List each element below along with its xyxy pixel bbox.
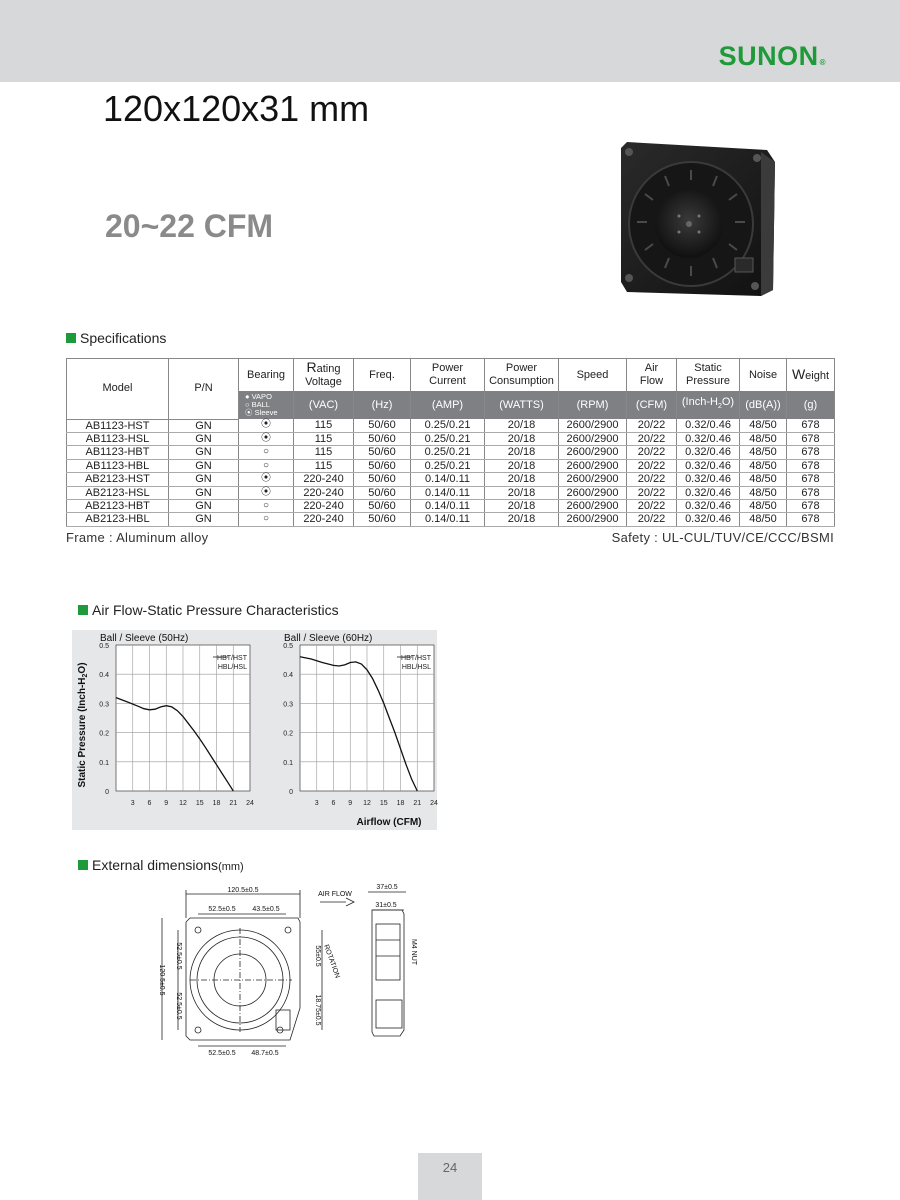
legend-entry: HBL/HSL	[401, 664, 431, 671]
cell-noise: 48/50	[740, 419, 787, 432]
x-tick-label: 15	[379, 800, 388, 807]
header-freq: Freq.	[354, 359, 411, 392]
cell-bearing: ○	[239, 513, 294, 526]
cell-noise: 48/50	[740, 486, 787, 499]
dim-height-total: 120.5±0.5	[158, 964, 165, 996]
y-tick-label: 0.2	[99, 730, 109, 738]
header-rating: Rating Voltage	[294, 359, 354, 392]
side-total-dim: 37±0.5	[376, 884, 398, 891]
cell-noise: 48/50	[740, 473, 787, 486]
cell-current: 0.14/0.11	[411, 499, 485, 512]
unit-weight: (g)	[787, 391, 835, 419]
cell-watts: 20/18	[485, 419, 559, 432]
cell-cfm: 20/22	[627, 499, 677, 512]
unit-voltage: (VAC)	[294, 391, 354, 419]
chart-title: Ball / Sleeve (60Hz)	[284, 633, 373, 644]
cell-rpm: 2600/2900	[559, 446, 627, 459]
page-title: 120x120x31 mm	[103, 88, 370, 129]
cell-rpm: 2600/2900	[559, 419, 627, 432]
x-tick-label: 3	[130, 800, 135, 807]
cell-cfm: 20/22	[627, 513, 677, 526]
y-tick-label: 0.4	[99, 672, 109, 680]
cell-rpm: 2600/2900	[559, 486, 627, 499]
legend-entry: HBT/HST	[217, 655, 247, 662]
legend-entry: HBT/HST	[401, 655, 431, 662]
cell-weight: 678	[787, 473, 835, 486]
header-pn: P/N	[169, 359, 239, 420]
header-airflow: Air Flow	[627, 359, 677, 392]
cell-bearing: ⦿	[239, 432, 294, 445]
cell-current: 0.25/0.21	[411, 432, 485, 445]
header-model: Model	[67, 359, 169, 420]
cell-voltage: 115	[294, 459, 354, 472]
cell-model: AB2123-HBL	[67, 513, 169, 526]
dim-left-upper: 52.5±0.5	[175, 942, 182, 970]
unit-airflow: (CFM)	[627, 391, 677, 419]
cell-rpm: 2600/2900	[559, 473, 627, 486]
cell-watts: 20/18	[485, 513, 559, 526]
unit-freq: (Hz)	[354, 391, 411, 419]
cell-rpm: 2600/2900	[559, 459, 627, 472]
cell-current: 0.14/0.11	[411, 513, 485, 526]
cell-voltage: 115	[294, 446, 354, 459]
cell-freq: 50/60	[354, 486, 411, 499]
cell-bearing: ⦿	[239, 486, 294, 499]
cell-pn: GN	[169, 419, 239, 432]
air-flow-label: AIR FLOW	[318, 891, 352, 898]
dimensions-heading: External dimensions(mm)	[78, 857, 244, 873]
chart-title: Ball / Sleeve (50Hz)	[100, 633, 189, 644]
brand-logo: SUNON®	[718, 41, 826, 71]
y-tick-label: 0.1	[99, 759, 109, 767]
cell-freq: 50/60	[354, 432, 411, 445]
cell-cfm: 20/22	[627, 432, 677, 445]
cell-watts: 20/18	[485, 446, 559, 459]
header-speed: Speed	[559, 359, 627, 392]
cell-cfm: 20/22	[627, 419, 677, 432]
cell-voltage: 220-240	[294, 486, 354, 499]
airflow-heading: Air Flow-Static Pressure Characteristics	[78, 602, 339, 618]
header-bearing: Bearing	[239, 359, 294, 392]
y-tick-label: 0.1	[283, 759, 293, 767]
x-tick-label: 9	[348, 800, 353, 807]
cell-weight: 678	[787, 486, 835, 499]
cell-bearing: ⦿	[239, 473, 294, 486]
green-square-icon	[78, 860, 88, 870]
cell-rpm: 2600/2900	[559, 513, 627, 526]
cell-weight: 678	[787, 459, 835, 472]
chart-50hz	[99, 633, 254, 807]
dim-right-lower: 18.75±0.5	[314, 994, 321, 1026]
header-current: Power Current	[411, 359, 485, 392]
y-axis-label: Static Pressure $(Inch-H_2O)$	[77, 662, 89, 788]
unit-current: (AMP)	[411, 391, 485, 419]
y-tick-label: 0	[105, 789, 109, 796]
x-tick-label: 9	[164, 800, 169, 807]
frame-note: Frame : Aluminum alloy	[66, 530, 209, 545]
cell-pressure: 0.32/0.46	[677, 432, 740, 445]
cell-freq: 50/60	[354, 446, 411, 459]
legend-entry: HBL/HSL	[217, 664, 247, 671]
cell-model: AB2123-HSL	[67, 486, 169, 499]
cell-pressure: 0.32/0.46	[677, 419, 740, 432]
side-inner-dim: 31±0.5	[375, 902, 397, 909]
cell-noise: 48/50	[740, 459, 787, 472]
cell-freq: 50/60	[354, 419, 411, 432]
header-noise: Noise	[740, 359, 787, 392]
cell-noise: 48/50	[740, 432, 787, 445]
cell-noise: 48/50	[740, 513, 787, 526]
cell-model: AB2123-HBT	[67, 499, 169, 512]
cell-voltage: 115	[294, 432, 354, 445]
dimension-drawing	[150, 880, 450, 1060]
x-tick-label: 24	[430, 800, 438, 807]
bearing-legend: ● VAPO ○ BALL ⦿ Sleeve	[239, 391, 294, 419]
cell-freq: 50/60	[354, 473, 411, 486]
cell-freq: 50/60	[354, 513, 411, 526]
x-axis-label: Airflow (CFM)	[356, 817, 422, 828]
y-tick-label: 0	[289, 789, 293, 796]
page-number-box	[418, 1153, 482, 1200]
y-tick-label: 0.4	[283, 672, 293, 680]
cell-pn: GN	[169, 499, 239, 512]
nut-label: M4 NUT	[410, 938, 417, 966]
cell-pn: GN	[169, 446, 239, 459]
cell-cfm: 20/22	[627, 459, 677, 472]
cell-model: AB1123-HST	[67, 419, 169, 432]
cell-weight: 678	[787, 499, 835, 512]
header-weight: Weight	[787, 359, 835, 392]
cell-cfm: 20/22	[627, 473, 677, 486]
cell-cfm: 20/22	[627, 446, 677, 459]
cell-voltage: 220-240	[294, 513, 354, 526]
cell-voltage: 220-240	[294, 473, 354, 486]
cell-weight: 678	[787, 446, 835, 459]
cfm-range: 20~22 CFM	[105, 208, 274, 244]
cell-watts: 20/18	[485, 432, 559, 445]
cell-freq: 50/60	[354, 499, 411, 512]
cell-model: AB1123-HBL	[67, 459, 169, 472]
cell-pressure: 0.32/0.46	[677, 473, 740, 486]
x-tick-label: 12	[363, 800, 371, 807]
x-tick-label: 3	[314, 800, 319, 807]
cell-bearing: ○	[239, 499, 294, 512]
cell-noise: 48/50	[740, 499, 787, 512]
cell-pressure: 0.32/0.46	[677, 513, 740, 526]
cell-noise: 48/50	[740, 446, 787, 459]
page-number: 24	[442, 1160, 458, 1175]
cell-weight: 678	[787, 419, 835, 432]
x-tick-label: 12	[179, 800, 187, 807]
rotation-label: ROTATION	[322, 943, 341, 980]
dim-bottom-right: 48.7±0.5	[251, 1050, 279, 1057]
unit-noise: (dB(A))	[740, 391, 787, 419]
cell-pn: GN	[169, 459, 239, 472]
cell-watts: 20/18	[485, 499, 559, 512]
cell-weight: 678	[787, 513, 835, 526]
cell-rpm: 2600/2900	[559, 432, 627, 445]
x-tick-label: 6	[147, 800, 152, 807]
cell-pn: GN	[169, 432, 239, 445]
cell-current: 0.25/0.21	[411, 446, 485, 459]
specifications-heading: Specifications	[66, 330, 166, 346]
cell-pressure: 0.32/0.46	[677, 459, 740, 472]
cell-weight: 678	[787, 432, 835, 445]
cell-current: 0.14/0.11	[411, 473, 485, 486]
x-tick-label: 21	[229, 800, 238, 807]
cell-current: 0.14/0.11	[411, 486, 485, 499]
cell-model: AB2123-HST	[67, 473, 169, 486]
cell-model: AB1123-HBT	[67, 446, 169, 459]
cell-model: AB1123-HSL	[67, 432, 169, 445]
unit-pressure: $(Inch-H_2O)$	[677, 391, 740, 419]
dim-top-left: 52.5±0.5	[208, 906, 236, 913]
cell-pn: GN	[169, 513, 239, 526]
chart-60hz	[283, 633, 438, 807]
dim-top-right: 43.5±0.5	[252, 906, 280, 913]
cell-cfm: 20/22	[627, 486, 677, 499]
unit-speed: (RPM)	[559, 391, 627, 419]
cell-watts: 20/18	[485, 473, 559, 486]
y-tick-label: 0.2	[283, 730, 293, 738]
cell-bearing: ⦿	[239, 419, 294, 432]
unit-consumption: (WATTS)	[485, 391, 559, 419]
cell-voltage: 220-240	[294, 499, 354, 512]
y-tick-label: 0.3	[283, 701, 293, 709]
cell-current: 0.25/0.21	[411, 419, 485, 432]
y-tick-label: 0.3	[99, 701, 109, 709]
cell-current: 0.25/0.21	[411, 459, 485, 472]
x-tick-label: 18	[212, 800, 221, 807]
x-tick-label: 15	[195, 800, 204, 807]
y-tick-label: 0.5	[99, 643, 109, 650]
cell-freq: 50/60	[354, 459, 411, 472]
dim-left-lower: 52.5±0.5	[175, 992, 182, 1020]
dim-right-upper: 55±0.5	[314, 945, 321, 967]
header-consumption: Power Consumption	[485, 359, 559, 392]
dim-width-total: 120.5±0.5	[227, 887, 259, 894]
safety-note: Safety : UL-CUL/TUV/CE/CCC/BSMI	[611, 530, 834, 545]
x-tick-label: 6	[331, 800, 336, 807]
cell-watts: 20/18	[485, 459, 559, 472]
cell-voltage: 115	[294, 419, 354, 432]
cell-pressure: 0.32/0.46	[677, 486, 740, 499]
cell-bearing: ○	[239, 459, 294, 472]
cell-bearing: ○	[239, 446, 294, 459]
x-tick-label: 21	[413, 800, 422, 807]
cell-rpm: 2600/2900	[559, 499, 627, 512]
cell-pn: GN	[169, 473, 239, 486]
header-pressure: Static Pressure	[677, 359, 740, 392]
x-tick-label: 24	[246, 800, 254, 807]
cell-pressure: 0.32/0.46	[677, 446, 740, 459]
cell-pressure: 0.32/0.46	[677, 499, 740, 512]
dim-bottom-left: 52.5±0.5	[208, 1050, 236, 1057]
cell-pn: GN	[169, 486, 239, 499]
cell-watts: 20/18	[485, 486, 559, 499]
y-tick-label: 0.5	[283, 643, 293, 650]
x-tick-label: 18	[396, 800, 405, 807]
